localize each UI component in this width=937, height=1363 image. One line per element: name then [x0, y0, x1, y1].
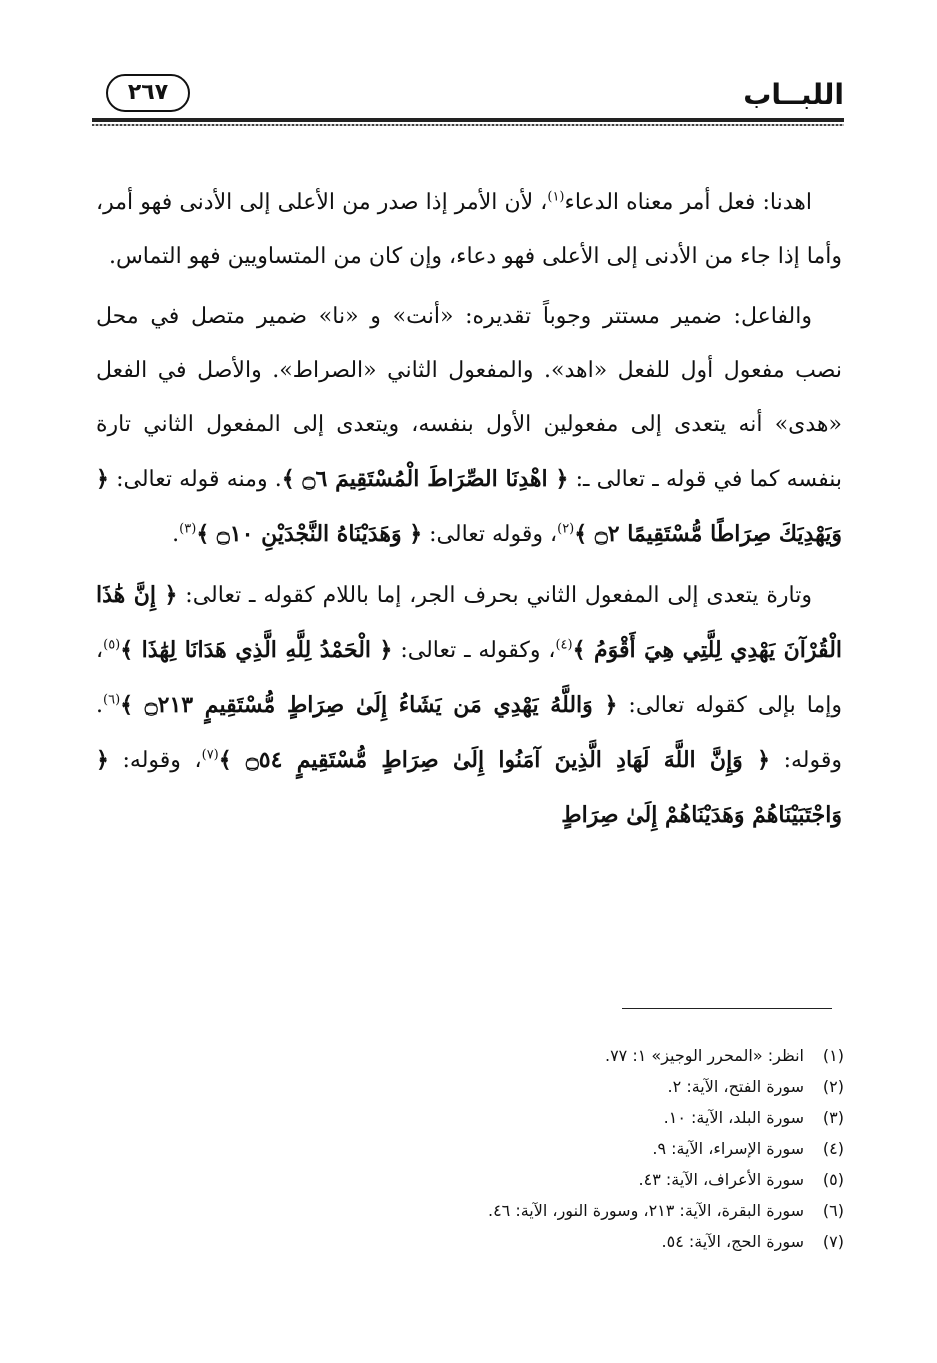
running-title: اللبــاب — [743, 78, 844, 111]
paragraph-text: وتارة يتعدى إلى المفعول الثاني بحرف الجر، إما باللام كقوله ـ تعالى: — [177, 583, 812, 608]
page-header — [92, 64, 844, 126]
footnote-item — [300, 1071, 844, 1102]
footnote-text: سورة الفتح، الآية: ٢. — [667, 1077, 804, 1096]
paragraph-text: اهدنا: فعل أمر معناه الدعاء — [564, 190, 812, 215]
footnote-item — [300, 1164, 844, 1195]
footnote-ref: (٦) — [103, 692, 121, 708]
quran-verse: ﴿ وَيَهْدِيَكَ صِرَاطًا مُّسْتَقِيمًا ۝٢ ﴾ — [96, 466, 842, 547]
footnote-text: سورة الحج، الآية: ٥٤. — [661, 1232, 804, 1251]
paragraph-2 — [96, 290, 842, 562]
paragraph-text: ، وقوله تعالى: — [422, 522, 558, 547]
footnote-number: (١) — [822, 1046, 844, 1065]
paragraph-text: ، وكقوله ـ تعالى: — [392, 638, 556, 663]
main-text — [96, 176, 842, 849]
footnote-ref: (١) — [547, 189, 565, 205]
footnote-separator — [622, 1008, 832, 1009]
quran-verse: ﴿ وَإِنَّ اللَّهَ لَهَادِ الَّذِينَ آمَنُوا إِلَىٰ صِرَاطٍ مُّسْتَقِيمٍ ۝٥٤ ﴾ — [218, 747, 770, 773]
quran-verse: ﴿ اهْدِنَا الصِّرَاطَ الْمُسْتَقِيمَ ۝٦ ﴾ — [281, 466, 569, 492]
footnote-text: سورة الإسراء، الآية: ٩. — [652, 1139, 804, 1158]
quran-verse: ﴿ إِنَّ هَٰذَا الْقُرْآنَ يَهْدِي لِلَّتِي هِيَ أَقْوَمُ ﴾ — [96, 582, 843, 663]
paragraph-text: . وقوله: — [96, 693, 842, 773]
paragraph-text: . ومنه قوله تعالى: — [108, 467, 282, 492]
footnote-text: سورة الأعراف، الآية: ٤٣. — [638, 1170, 804, 1189]
footnote-item — [300, 1195, 844, 1226]
paragraph-1 — [96, 176, 842, 284]
footnote-number: (٤) — [822, 1139, 844, 1158]
footnote-number: (٢) — [822, 1077, 844, 1096]
paragraph-text: والفاعل: ضمير مستتر وجوباً تقديره: «أنت» و «نا» ضمير متصل في محل نصب مفعول أول للفعل «اهد». والمفعول الثاني «الصراط». والأصل في الفعل «هدى» أنه يتعدى إلى مفعولين الأول بنفسه، ويتعدى إلى المفعول الثاني تارة بنفسه كما في قوله ـ تعالى ـ: — [96, 304, 842, 492]
footnote-ref: (٥) — [103, 637, 121, 653]
quran-verse: ﴿ وَاجْتَبَيْنَاهُمْ وَهَدَيْنَاهُمْ إِلَىٰ صِرَاطٍ — [96, 747, 842, 828]
header-rule-thick — [92, 118, 844, 122]
quran-verse: ﴿ وَهَدَيْنَاهُ النَّجْدَيْنِ ۝١٠ ﴾ — [196, 521, 423, 547]
page-number-badge: ٢٦٧ — [106, 74, 190, 112]
footnote-ref: (٤) — [555, 637, 573, 653]
footnote-item — [300, 1133, 844, 1164]
footnotes — [300, 1040, 844, 1257]
footnote-item — [300, 1226, 844, 1257]
footnote-item — [300, 1040, 844, 1071]
footnote-text: سورة البقرة، الآية: ٢١٣، وسورة النور، الآية: ٤٦. — [487, 1201, 804, 1220]
paragraph-text: ، لأن الأمر إذا صدر من الأعلى إلى الأدنى فهو أمر، وأما إذا جاء من الأدنى إلى الأعلى فهو دعاء، وإن كان من المتساويين فهو التماس. — [96, 190, 842, 269]
quran-verse: ﴿ الْحَمْدُ لِلَّهِ الَّذِي هَدَانَا لِهَٰذَا ﴾ — [120, 637, 393, 663]
paragraph-text: ، وإما بإلى كقوله تعالى: — [96, 638, 842, 718]
footnote-ref: (٢) — [557, 521, 575, 537]
paragraph-3 — [96, 568, 842, 843]
paragraph-text: . — [172, 522, 180, 547]
quran-verse: ﴿ وَاللَّهُ يَهْدِي مَن يَشَاءُ إِلَىٰ صِرَاطٍ مُّسْتَقِيمٍ ۝٢١٣ ﴾ — [120, 692, 618, 718]
footnote-item — [300, 1102, 844, 1133]
footnote-ref: (٧) — [201, 747, 219, 763]
footnote-number: (٥) — [822, 1170, 844, 1189]
paragraph-text: ، وقوله: — [108, 748, 202, 773]
footnote-text: انظر: «المحرر الوجيز» ١: ٧٧. — [604, 1046, 804, 1065]
header-rule-thin — [92, 124, 844, 126]
footnote-number: (٧) — [822, 1232, 844, 1251]
footnote-number: (٣) — [822, 1108, 844, 1127]
footnote-number: (٦) — [822, 1201, 844, 1220]
footnote-text: سورة البلد، الآية: ١٠. — [663, 1108, 804, 1127]
footnote-ref: (٣) — [179, 521, 197, 537]
